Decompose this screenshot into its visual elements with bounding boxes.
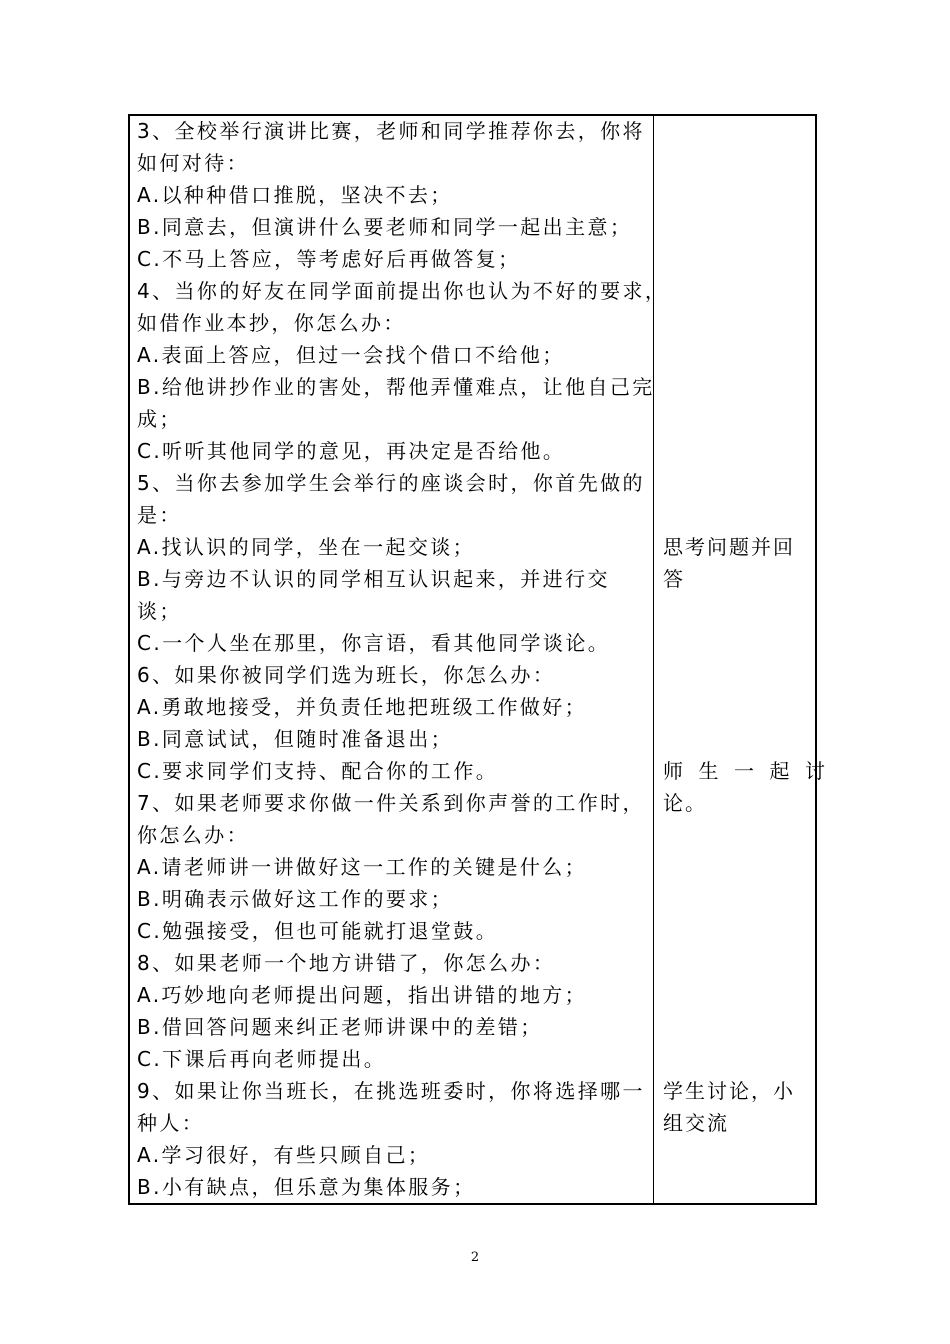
question-line: C.下课后再向老师提出。 bbox=[137, 1047, 387, 1071]
question-line: 3、全校举行演讲比赛，老师和同学推荐你去，你将 bbox=[137, 119, 645, 143]
question-line: 8、如果老师一个地方讲错了，你怎么办： bbox=[137, 951, 556, 975]
question-line: C.要求同学们支持、配合你的工作。 bbox=[137, 759, 499, 783]
question-line: 7、如果老师要求你做一件关系到你声誉的工作时， bbox=[137, 791, 645, 815]
question-line: B.给他讲抄作业的害处，帮他弄懂难点，让他自己完 bbox=[137, 375, 655, 399]
question-line: 9、如果让你当班长，在挑选班委时，你将选择哪一 bbox=[137, 1079, 645, 1103]
question-line: 是： bbox=[137, 503, 182, 527]
question-line: A.巧妙地向老师提出问题，指出讲错的地方； bbox=[137, 983, 588, 1007]
question-line: 谈； bbox=[137, 599, 182, 623]
question-line: 5、当你去参加学生会举行的座谈会时，你首先做的 bbox=[137, 471, 645, 495]
question-line: 如借作业本抄，你怎么办： bbox=[137, 311, 406, 335]
question-line: B.借回答问题来纠正老师讲课中的差错； bbox=[137, 1015, 543, 1039]
question-line: 种人： bbox=[137, 1111, 205, 1135]
question-line: A.找认识的同学，坐在一起交谈； bbox=[137, 535, 476, 559]
note-line: 答 bbox=[663, 567, 685, 591]
note-line: 组交流 bbox=[663, 1111, 729, 1135]
question-line: B.同意试试，但随时准备退出； bbox=[137, 727, 454, 751]
question-line: 你怎么办： bbox=[137, 823, 249, 847]
note-line: 论。 bbox=[663, 791, 707, 815]
question-line: B.同意去，但演讲什么要老师和同学一起出主意； bbox=[137, 215, 633, 239]
question-line: A.表面上答应，但过一会找个借口不给他； bbox=[137, 343, 565, 367]
question-line: A.以种种借口推脱，坚决不去； bbox=[137, 183, 453, 207]
question-line: A.请老师讲一讲做好这一工作的关键是什么； bbox=[137, 855, 588, 879]
note-group bbox=[663, 1075, 813, 1139]
note-line: 思考问题并回 bbox=[663, 535, 795, 559]
note-discuss bbox=[663, 755, 841, 819]
question-line: C.一个人坐在那里，你言语，看其他同学谈论。 bbox=[137, 631, 611, 655]
question-line: 4、当你的好友在同学面前提出你也认为不好的要求， bbox=[137, 279, 668, 303]
question-line: C.听听其他同学的意见，再决定是否给他。 bbox=[137, 439, 566, 463]
note-line: 学生讨论，小 bbox=[663, 1079, 795, 1103]
question-line: B.与旁边不认识的同学相互认识起来，并进行交 bbox=[137, 567, 610, 591]
note-line: 师生一起讨 bbox=[663, 759, 841, 783]
question-line: 成； bbox=[137, 407, 182, 431]
question-line: C.勉强接受，但也可能就打退堂鼓。 bbox=[137, 919, 499, 943]
question-line: A.勇敢地接受，并负责任地把班级工作做好； bbox=[137, 695, 588, 719]
question-line: B.小有缺点，但乐意为集体服务； bbox=[137, 1175, 476, 1199]
question-line: 6、如果你被同学们选为班长，你怎么办： bbox=[137, 663, 556, 687]
question-line: 如何对待： bbox=[137, 151, 249, 175]
question-line: A.学习很好，有些只顾自己； bbox=[137, 1143, 431, 1167]
question-line: B.明确表示做好这工作的要求； bbox=[137, 887, 454, 911]
page-number: 2 bbox=[470, 1250, 480, 1265]
question-line: C.不马上答应，等考虑好后再做答复； bbox=[137, 247, 521, 271]
note-think bbox=[663, 531, 813, 595]
